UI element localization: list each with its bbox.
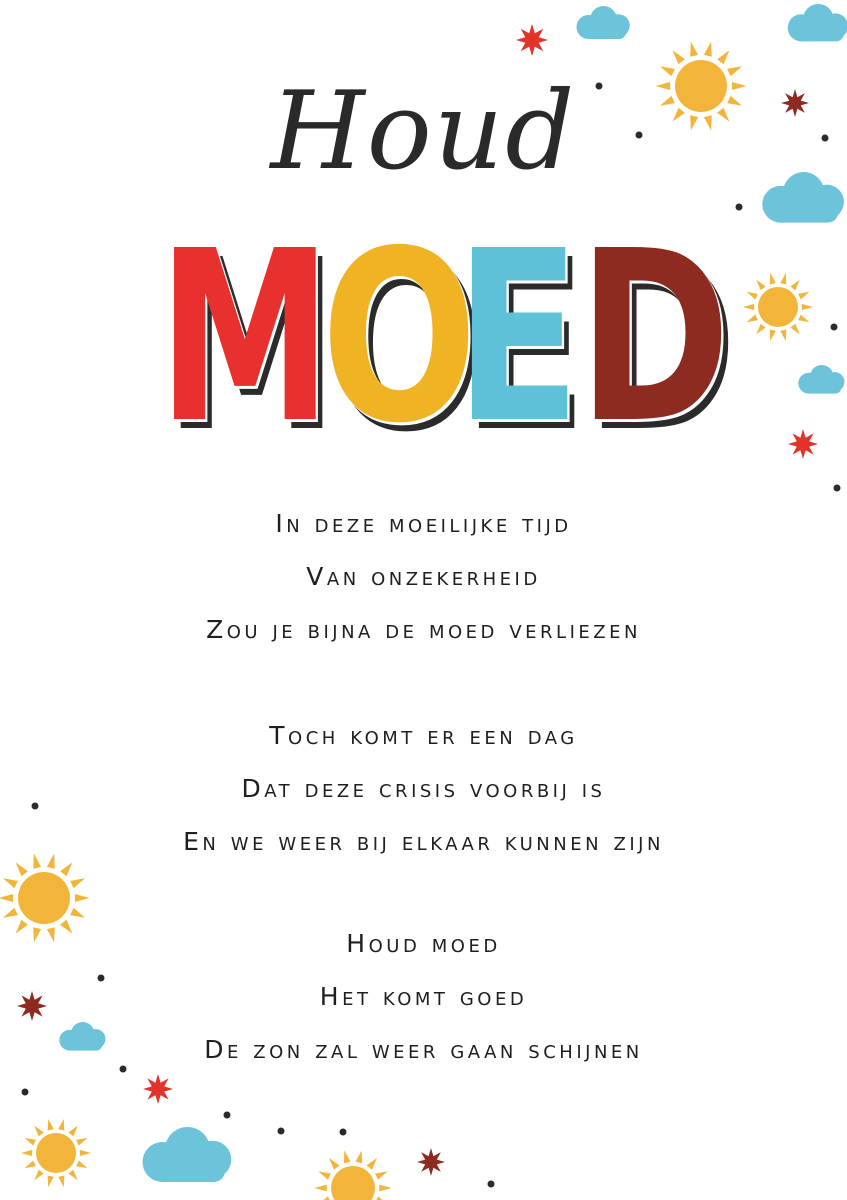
cloud-icon [143, 1127, 232, 1182]
dot [831, 324, 838, 331]
sun-icon [315, 1151, 392, 1200]
cloud-icon [577, 6, 630, 39]
star-icon [417, 1148, 445, 1176]
star-icon [516, 24, 548, 56]
poem-line: De zon zal weer gaan schijnen [204, 1035, 643, 1064]
dot [488, 1181, 495, 1188]
dot [224, 1112, 231, 1119]
poem-line: Toch komt er een dag [269, 721, 578, 750]
dot [834, 485, 841, 492]
title-letter-m: M [158, 200, 328, 475]
poem-line: En we weer bij elkaar kunnen zijn [183, 827, 664, 856]
dot [278, 1128, 285, 1135]
poem-stanza-3 [0, 917, 847, 1076]
cloud-icon [788, 4, 847, 41]
title-script: Houd [270, 69, 577, 194]
sun-icon [21, 1119, 91, 1187]
cloud-icon [798, 365, 844, 394]
star-icon [788, 429, 818, 459]
star-icon [143, 1074, 173, 1104]
poem-line: Dat deze crisis voorbij is [241, 774, 606, 803]
sun-icon [743, 273, 813, 341]
title-letter-d: D [577, 200, 727, 475]
poem-line: Houd moed [346, 929, 501, 958]
poem-stanza-1 [0, 497, 847, 656]
title-letter-e: E [454, 200, 576, 475]
title-letter-o: O [321, 200, 474, 475]
poem-stanza-2 [0, 709, 847, 868]
title-moed [158, 200, 727, 475]
poem-line: Het komt goed [319, 982, 528, 1011]
dot [22, 1089, 29, 1096]
dot [340, 1129, 347, 1136]
poem-line: In deze moeilijke tijd [275, 509, 572, 538]
dot [736, 204, 743, 211]
poem-line: Van onzekerheid [306, 562, 541, 591]
poem-line: Zou je bijna de moed verliezen [206, 615, 641, 644]
